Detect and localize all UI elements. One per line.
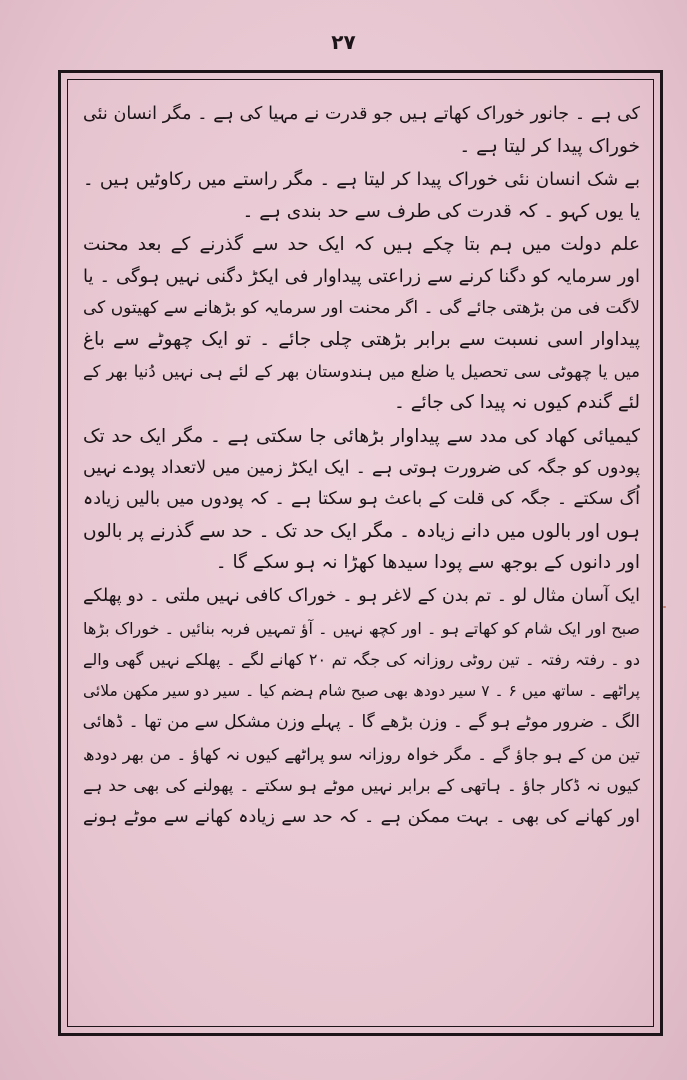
text-line: میں یا چھوٹی سی تحصیل یا ضلع میں ہندوستان بھر کے لئے ہی نہیں دُنیا بھر کے bbox=[83, 361, 640, 381]
text-line: کیوں نہ ڈکار جاؤ ۔ ہاتھی کے برابر نہیں موٹے ہو سکتے ۔ پھولنے کی بھی حد ہے bbox=[83, 776, 640, 796]
text-line: ایک آسان مثال لو ۔ تم بدن کے لاغر ہو ۔ خوراک کافی نہیں ملتی ۔ دو پھلکے bbox=[83, 585, 640, 606]
text-line: اور سرمایہ کو دگنا کرنے سے زراعتی پیداوار فی ایکڑ دگنی نہیں ہوگی ۔ یا bbox=[83, 265, 640, 287]
text-line: صبح اور ایک شام کو کھاتے ہو ۔ اور کچھ نہیں ۔ آؤ تمہیں فربہ بنائیں ۔ خوراک بڑھا bbox=[83, 618, 640, 638]
text-line: پیداوار اسی نسبت سے برابر بڑھتی چلی جائے ۔ تو ایک چھوٹے سے باغ bbox=[83, 329, 640, 351]
text-line: علم دولت میں ہم بتا چکے ہیں کہ ایک حد سے گذرنے کے بعد محنت bbox=[83, 234, 640, 256]
text-line: لاگت فی من بڑھتی جائے گی ۔ اگر محنت اور سرمایہ کو بڑھانے سے کھیتوں کی bbox=[83, 297, 640, 318]
text-line: دو ۔ رفتہ رفتہ ۔ تین روٹی روزانہ کی جگہ تم ۲۰ کھانے لگے ۔ پھلکے نہیں گھی والے bbox=[83, 650, 640, 670]
text-line: تین من کے ہو جاؤ گے ۔ مگر خواہ روزانہ سو پراٹھے کیوں نہ کھاؤ ۔ من بھر دودھ bbox=[83, 744, 640, 764]
text-line: کیمیائی کھاد کی مدد سے پیداوار بڑھائی جا سکتی ہے ۔ مگر ایک حد تک bbox=[83, 425, 640, 447]
text-line: اور دانوں کے بوجھ سے پودا سیدھا کھڑا نہ ہو سکے گا ۔ bbox=[215, 552, 640, 574]
text-line: کی ہے ۔ جانور خوراک کھاتے ہیں جو قدرت نے مہیا کی ہے ۔ مگر انسان نئی bbox=[83, 104, 640, 124]
text-line: خوراک پیدا کر لیتا ہے ۔ bbox=[459, 135, 640, 157]
page-number: ۲۷ bbox=[331, 30, 356, 54]
text-line: پودوں کو جگہ کی ضرورت ہوتی ہے ۔ ایک ایکڑ زمین میں لاتعداد پودے نہیں bbox=[83, 457, 640, 478]
text-line: یا یوں کہو ۔ کہ قدرت کی طرف سے حد بندی ہے ۔ bbox=[242, 200, 640, 222]
text-line: لئے گندم کیوں نہ پیدا کی جائے ۔ bbox=[393, 392, 640, 414]
text-line: اُگ سکتے ۔ جگہ کی قلت کے باعث ہو سکتا ہے ۔ کہ پودوں میں بالیں زیادہ bbox=[83, 489, 640, 510]
text-line: الگ ۔ ضرور موٹے ہو گے ۔ وزن بڑھے گا ۔ پہلے وزن مشکل سے من تھا ۔ ڈھائی bbox=[83, 712, 640, 733]
text-line: ہوں اور بالوں میں دانے زیادہ ۔ مگر ایک حد تک ۔ حد سے گذرنے پر بالوں bbox=[83, 520, 640, 542]
page-border-outer bbox=[58, 70, 663, 1036]
body-text bbox=[83, 99, 640, 834]
text-line: بے شک انسان نئی خوراک پیدا کر لیتا ہے ۔ مگر راستے میں رکاوٹیں ہیں ۔ bbox=[83, 169, 640, 191]
text-line: اور کھانے کی بھی ۔ بہت ممکن ہے ۔ کہ حد سے زیادہ کھانے سے موٹے ہونے bbox=[83, 807, 640, 828]
text-line: پراٹھے ۔ ساتھ میں ۶ ۔ ۷ سیر دودھ بھی صبح شام ہضم کیا ۔ سیر دو سیر مکھن ملائی bbox=[83, 681, 640, 700]
paper-speck bbox=[663, 606, 666, 608]
